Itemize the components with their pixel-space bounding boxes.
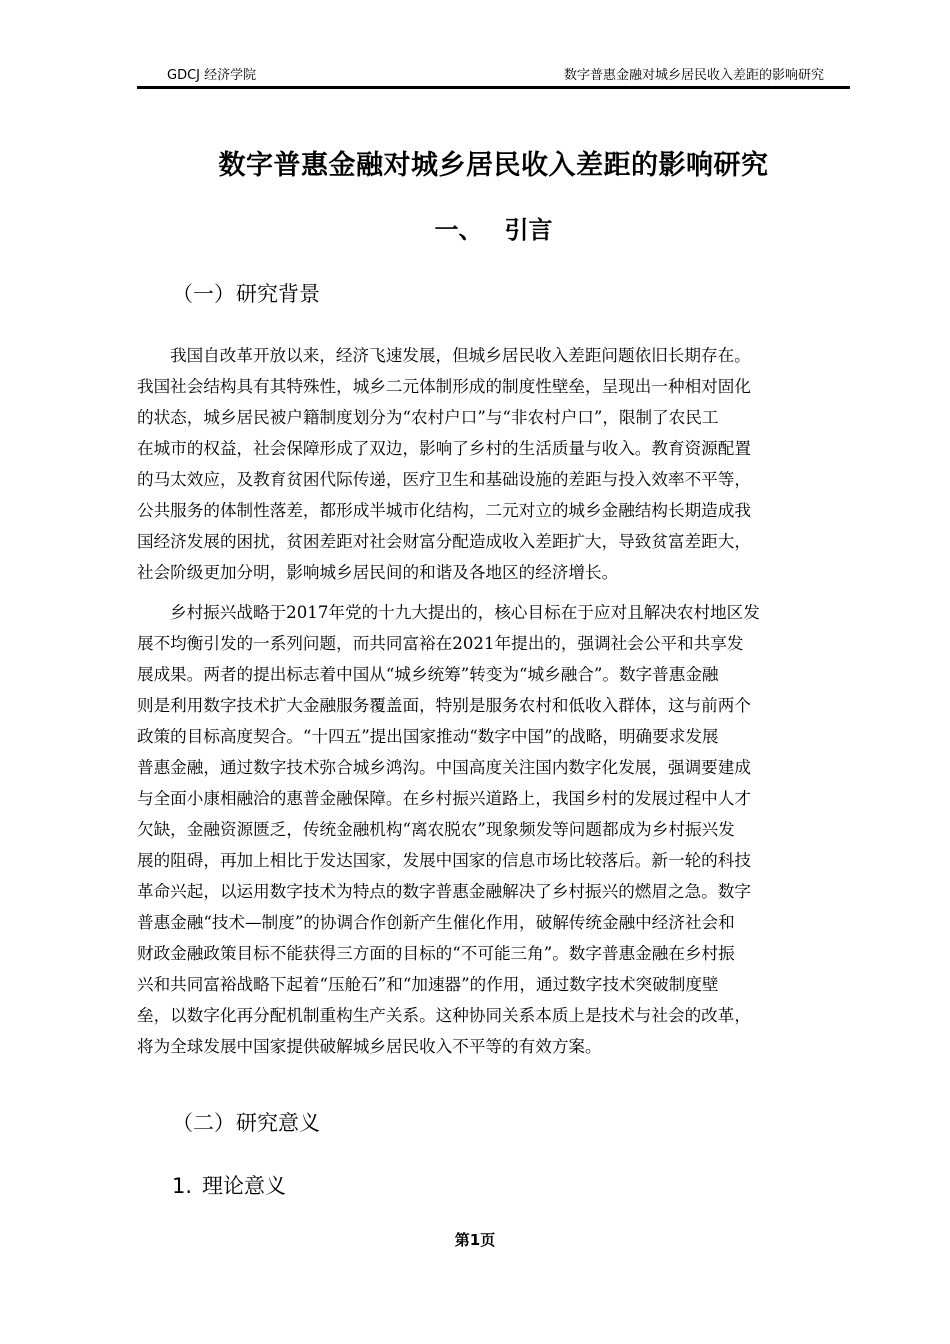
running-header <box>137 66 850 86</box>
section-title-text: 引言 <box>504 216 553 244</box>
subsection-heading-significance <box>172 1108 320 1138</box>
paragraph-line: 革命兴起，以运用数字技术为特点的数字普惠金融解决了乡村振兴的燃眉之急。数字 <box>137 882 751 901</box>
subsubsection-title: 理论意义 <box>202 1174 286 1198</box>
paragraph-line: 政策的目标高度契合。“十四五”提出国家推动“数字中国”的战略，明确要求发展 <box>137 727 719 746</box>
paragraph-line: 普惠金融，通过数字技术弥合城乡鸿沟。中国高度关注国内数字化发展，强调要建成 <box>137 758 751 777</box>
paragraph-line: 我国自改革开放以来，经济飞速发展，但城乡居民收入差距问题依旧长期存在。 <box>170 346 751 365</box>
header-right-text: 数字普惠金融对城乡居民收入差距的影响研究 <box>563 68 824 83</box>
paragraph-line: 将为全球发展中国家提供破解城乡居民收入不平等的有效方案。 <box>137 1037 602 1056</box>
paragraph-line: 则是利用数字技术扩大金融服务覆盖面，特别是服务农村和低收入群体，这与前两个 <box>137 696 751 715</box>
header-left-text: GDCJ 经济学院 <box>167 68 257 83</box>
subsection-number: （二） <box>172 1111 235 1135</box>
paragraph-line: 与全面小康相融洽的惠普金融保障。在乡村振兴道路上，我国乡村的发展过程中人才 <box>137 789 751 808</box>
paragraph-line: 欠缺，金融资源匮乏，传统金融机构“离农脱农”现象频发等问题都成为乡村振兴发 <box>137 820 735 839</box>
header-rule <box>137 86 850 89</box>
subsection-title: 研究意义 <box>236 1111 320 1135</box>
paragraph-line: 兴和共同富裕战略下起着“压舱石”和“加速器”的作用，通过数字技术突破制度壁 <box>137 975 719 994</box>
section-heading <box>137 211 850 249</box>
paragraph-line: 的状态，城乡居民被户籍制度划分为“农村户口”与“非农村户口”，限制了农民工 <box>137 408 719 427</box>
subsubsection-heading <box>172 1171 286 1201</box>
paragraph-line: 展的阻碍，再加上相比于发达国家，发展中国家的信息市场比较落后。新一轮的科技 <box>137 851 751 870</box>
paragraph-line: 我国社会结构具有其特殊性，城乡二元体制形成的制度性壁垒，呈现出一种相对固化 <box>137 377 751 396</box>
subsection-title: 研究背景 <box>236 282 320 306</box>
paragraph-line: 的马太效应，及教育贫困代际传递，医疗卫生和基础设施的差距与投入效率不平等， <box>137 470 751 489</box>
paragraph-line: 公共服务的体制性落差，都形成半城市化结构，二元对立的城乡金融结构长期造成我 <box>137 501 751 520</box>
page-number: 第1页 <box>454 1231 496 1249</box>
paragraph-line: 普惠金融“技术—制度”的协调合作创新产生催化作用，破解传统金融中经济社会和 <box>137 913 735 932</box>
subsubsection-number: 1. <box>172 1174 193 1198</box>
paragraph-line: 国经济发展的困扰，贫困差距对社会财富分配造成收入差距扩大，导致贫富差距大， <box>137 532 751 551</box>
paragraph-line: 社会阶级更加分明，影响城乡居民间的和谐及各地区的经济增长。 <box>137 563 619 582</box>
paragraph-line: 垒，以数字化再分配机制重构生产关系。这种协同关系本质上是技术与社会的改革， <box>137 1006 751 1025</box>
paragraph-line: 在城市的权益，社会保障形成了双边，影响了乡村的生活质量与收入。教育资源配置 <box>137 439 751 458</box>
document-title: 数字普惠金融对城乡居民收入差距的影响研究 <box>218 150 769 181</box>
subsection-heading-background <box>172 279 320 309</box>
paragraph-line: 乡村振兴战略于2017年党的十九大提出的，核心目标在于应对且解决农村地区发 <box>170 603 760 622</box>
paragraph-line: 展不均衡引发的一系列问题，而共同富裕在2021年提出的，强调社会公平和共享发 <box>137 634 744 653</box>
paragraph-background <box>137 340 850 588</box>
section-number: 一、 <box>434 216 483 244</box>
subsection-number: （一） <box>172 282 235 306</box>
paragraph-strategy <box>137 597 850 1062</box>
paragraph-line: 展成果。两者的提出标志着中国从“城乡统筹”转变为“城乡融合”。数字普惠金融 <box>137 665 719 684</box>
paragraph-line: 财政金融政策目标不能获得三方面的目标的“不可能三角”。数字普惠金融在乡村振 <box>137 944 735 963</box>
